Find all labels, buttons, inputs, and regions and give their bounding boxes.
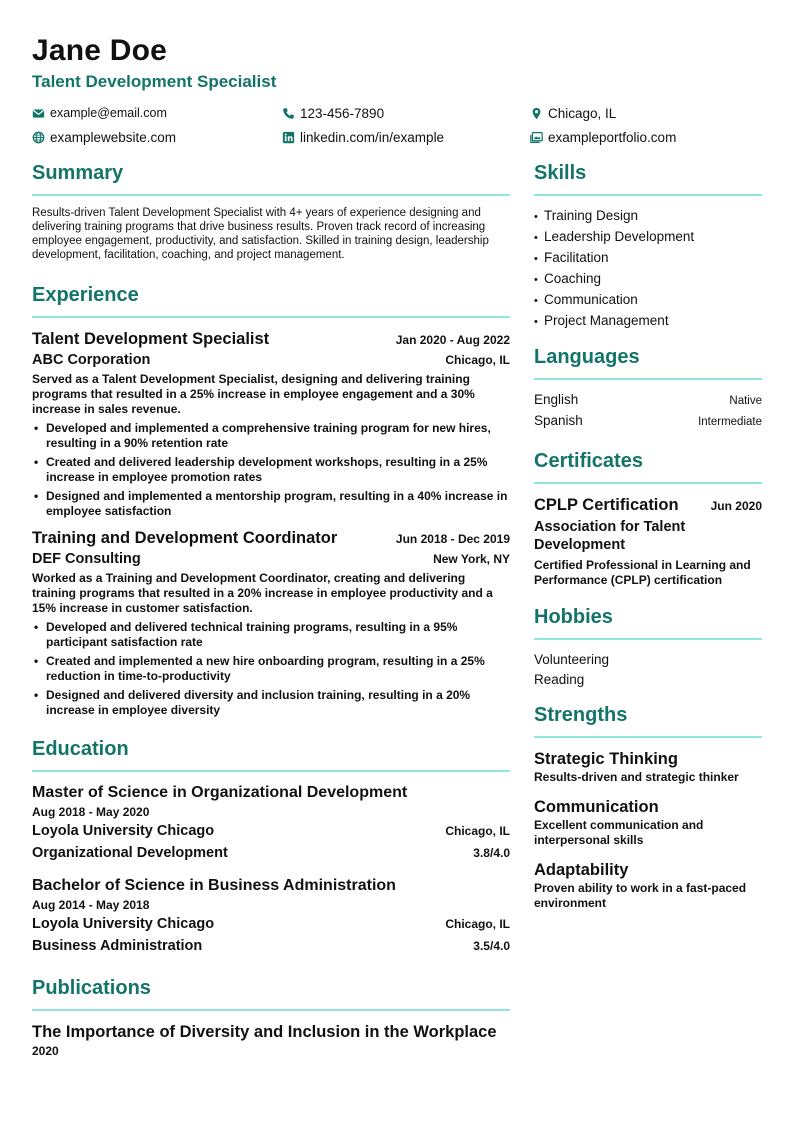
strength-description: Proven ability to work in a fast-paced environment (534, 881, 747, 910)
globe-icon (32, 131, 45, 144)
map-pin-icon (530, 107, 543, 120)
contact-linkedin[interactable] (282, 127, 444, 147)
edu-field: Business Administration (32, 938, 203, 954)
strength-description: Results-driven and strategic thinker (534, 770, 739, 784)
edu-dates: Aug 2018 - May 2020 (32, 805, 150, 819)
job-bullets (32, 421, 510, 519)
summary-section (32, 160, 510, 262)
skill-item: • Communication (534, 292, 638, 307)
job-bullet: • Created and delivered leadership development workshops, resulting in a 25% increase in employee promotion rates (32, 455, 510, 485)
education-item (32, 782, 510, 864)
certificate-description: Certified Professional in Learning and Performance (CPLP) certification (534, 558, 751, 587)
job-dates: Jun 2018 - Dec 2019 (395, 532, 510, 546)
language-level: Intermediate (698, 416, 762, 428)
strength-item (534, 859, 762, 911)
skill-label: Coaching (544, 271, 602, 286)
job-title: Training and Development Coordinator (32, 529, 338, 547)
hobbies-heading: Hobbies (534, 606, 613, 628)
contact-email-text: example@email.com (50, 106, 167, 120)
contact-phone[interactable] (282, 103, 384, 123)
languages-heading: Languages (534, 346, 640, 368)
job-bullet: • Created and implemented a new hire onboarding program, resulting in a 25% reduction in time-to-productivity (32, 654, 510, 684)
section-divider (534, 378, 762, 380)
skill-label: Training Design (544, 208, 639, 223)
publication-item (32, 1021, 510, 1059)
contact-website[interactable] (32, 127, 176, 147)
skill-label: Facilitation (544, 250, 609, 265)
edu-degree: Master of Science in Organizational Development (32, 784, 408, 801)
envelope-icon (32, 107, 45, 120)
certificate-date: Jun 2020 (710, 499, 762, 513)
hobby-item: Reading (534, 672, 585, 687)
skill-label: Project Management (544, 313, 669, 328)
right-column (534, 160, 762, 911)
contact-linkedin-text: linkedin.com/in/example (300, 129, 445, 145)
skills-section (534, 160, 762, 332)
phone-icon (282, 107, 295, 120)
section-divider (534, 638, 762, 640)
job-bullet: • Designed and implemented a mentorship program, resulting in a 40% increase in employee satisfaction (32, 489, 510, 519)
job-description: Worked as a Training and Development Coordinator, creating and delivering training programs that resulted in a 20% increase in employee productivity and a 15% increase in customer satisfaction. (32, 571, 493, 615)
contact-location-text: Chicago, IL (548, 105, 617, 121)
certificates-section (534, 448, 762, 588)
contact-info (32, 101, 762, 151)
experience-heading: Experience (32, 284, 139, 306)
education-heading: Education (32, 738, 129, 760)
section-divider (534, 482, 762, 484)
job-bullet: • Developed and delivered technical training programs, resulting in a 95% participant satisfaction rate (32, 620, 510, 650)
education-item (32, 875, 510, 957)
strength-item (534, 748, 762, 785)
language-name: English (534, 392, 579, 407)
language-name: Spanish (534, 413, 583, 428)
contact-portfolio[interactable] (530, 127, 676, 147)
linkedin-icon (282, 131, 295, 144)
skill-item: • Leadership Development (534, 229, 695, 244)
contact-website-text: examplewebsite.com (50, 129, 177, 145)
job-title: Talent Development Specialist (32, 330, 270, 348)
contact-phone-text: 123-456-7890 (300, 105, 385, 121)
job-location: New York, NY (433, 552, 510, 566)
certificates-heading: Certificates (534, 450, 643, 472)
publication-title: The Importance of Diversity and Inclusion in the Workplace (32, 1023, 497, 1041)
strength-description: Excellent communication and interpersonal skills (534, 818, 704, 847)
certificate-name: CPLP Certification (534, 496, 679, 514)
edu-school: Loyola University Chicago (32, 823, 215, 839)
contact-portfolio-text: exampleportfolio.com (548, 129, 677, 145)
education-section (32, 736, 510, 957)
hobbies-section (534, 604, 762, 690)
hobby-item: Volunteering (534, 652, 610, 667)
experience-section (32, 282, 510, 718)
candidate-name: Jane Doe (32, 34, 167, 67)
contact-location (530, 103, 616, 123)
job-location: Chicago, IL (445, 353, 510, 367)
job-bullets (32, 620, 510, 718)
summary-heading: Summary (32, 162, 124, 184)
edu-degree: Bachelor of Science in Business Administration (32, 877, 396, 894)
publications-section (32, 975, 510, 1059)
job-description: Served as a Talent Development Specialist, designing and delivering training programs that resulted in a 25% increase in employee engagement and a 30% increase in sales revenue. (32, 372, 475, 416)
strengths-heading: Strengths (534, 704, 628, 726)
skill-label: Leadership Development (544, 229, 695, 244)
job-company: DEF Consulting (32, 551, 141, 567)
candidate-title: Talent Development Specialist (32, 72, 277, 91)
strength-name: Strategic Thinking (534, 750, 678, 768)
strength-name: Communication (534, 798, 659, 816)
publications-heading: Publications (32, 977, 151, 999)
section-divider (32, 770, 510, 772)
section-divider (32, 194, 510, 196)
skills-heading: Skills (534, 162, 587, 184)
portfolio-icon (530, 131, 543, 144)
publication-year: 2020 (32, 1044, 59, 1058)
skill-item: • Coaching (534, 271, 602, 286)
contact-email[interactable] (32, 103, 167, 123)
experience-item (32, 328, 510, 519)
job-company: ABC Corporation (32, 352, 151, 368)
edu-dates: Aug 2014 - May 2018 (32, 898, 150, 912)
edu-gpa: 3.5/4.0 (473, 939, 510, 953)
strengths-section (534, 702, 762, 911)
language-item (534, 411, 762, 432)
edu-school: Loyola University Chicago (32, 916, 215, 932)
job-bullet: • Developed and implemented a comprehensive training program for new hires, resulting in a 90% retention rate (32, 421, 510, 451)
edu-field: Organizational Development (32, 845, 228, 861)
resume-header (32, 34, 762, 151)
skill-label: Communication (544, 292, 638, 307)
edu-gpa: 3.8/4.0 (473, 846, 510, 860)
languages-section (534, 344, 762, 432)
strength-item (534, 796, 762, 848)
section-divider (534, 736, 762, 738)
edu-location: Chicago, IL (445, 917, 510, 931)
skill-item: • Project Management (534, 313, 669, 328)
summary-text: Results-driven Talent Development Specialist with 4+ years of experience designing and delivering training programs that drive business results. Proven track record of increasing employee engagement, productivity, and satisfaction. Skilled in training design, leadership development, facilitation, coaching, and project management. (32, 207, 489, 261)
certificate-item (534, 494, 762, 588)
job-dates: Jan 2020 - Aug 2022 (395, 333, 510, 347)
language-level: Native (729, 395, 762, 407)
strength-name: Adaptability (534, 861, 629, 879)
left-column (32, 160, 510, 1059)
section-divider (32, 1009, 510, 1011)
skill-item: • Training Design (534, 208, 639, 223)
job-bullet: • Designed and delivered diversity and inclusion training, resulting in a 20% increase in employee diversity (32, 688, 510, 718)
experience-item (32, 527, 510, 718)
section-divider (534, 194, 762, 196)
language-item (534, 390, 762, 411)
edu-location: Chicago, IL (445, 824, 510, 838)
certificate-org: Association for Talent Development (534, 519, 686, 553)
section-divider (32, 316, 510, 318)
skill-item: • Facilitation (534, 250, 609, 265)
